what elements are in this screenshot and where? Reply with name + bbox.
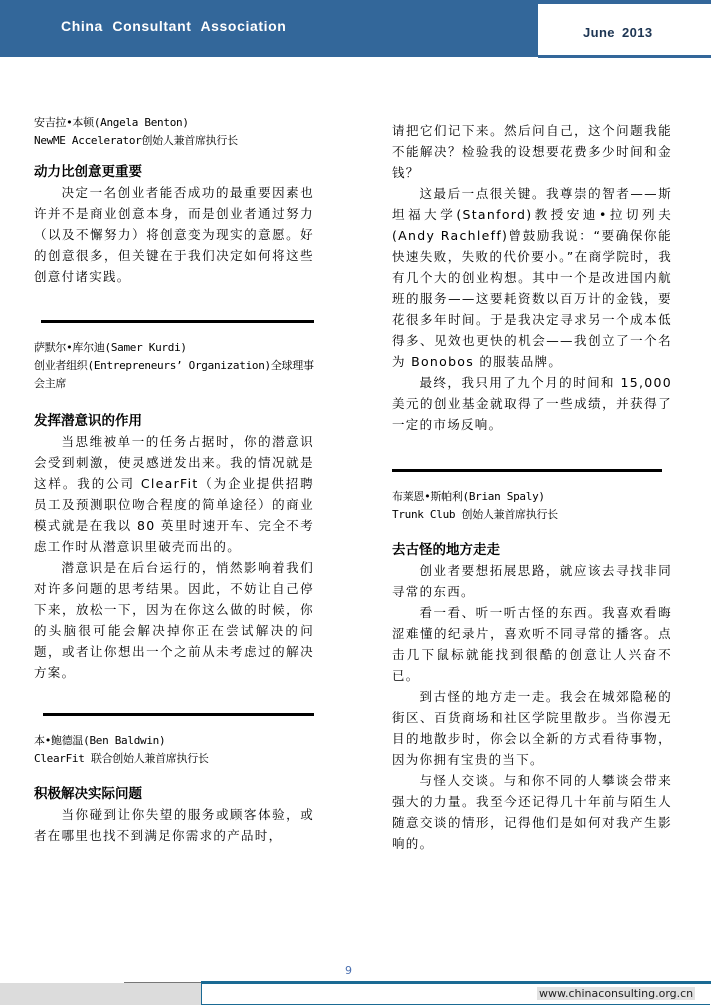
- section-separator: [43, 713, 314, 716]
- paragraph: 当你碰到让你失望的服务或顾客体验，或者在哪里也找不到满足你需求的产品时，: [34, 807, 314, 843]
- section-samer-kurdi: [34, 339, 314, 683]
- org-name: China Consultant Association: [61, 18, 287, 34]
- date-box: [538, 4, 711, 57]
- paragraph: 创业者要想拓展思路，就应该去寻找非同寻常的东西。: [392, 563, 672, 599]
- website-url[interactable]: www.chinaconsulting.org.cn: [539, 987, 694, 1000]
- header-divider: [538, 55, 711, 58]
- author-name: 布莱恩•斯帕利(Brian Spaly): [392, 490, 545, 503]
- author-role: NewME Accelerator创始人兼首席执行长: [34, 134, 238, 147]
- section-ben-baldwin-continued: [392, 120, 672, 435]
- section-heading: 动力比创意更重要: [34, 164, 142, 180]
- section-heading: 发挥潜意识的作用: [34, 413, 142, 429]
- paragraph: 决定一名创业者能否成功的最重要因素也许并不是商业创意本身，而是创业者通过努力（以及不懈努力）将创意变为现实的意愿。好的创意很多，但关键在于我们决定如何将这些创意付诸实践。: [34, 185, 314, 284]
- author-name: 萨默尔•库尔迪(Samer Kurdi): [34, 341, 187, 354]
- paragraph: 看一看、听一听古怪的东西。我喜欢看晦涩难懂的纪录片，喜欢听不同寻常的播客。点击几下鼠标就能找到很酷的创意让人兴奋不已。: [392, 605, 672, 683]
- section-heading: 积极解决实际问题: [34, 786, 142, 802]
- section-brian-spaly: [392, 488, 672, 854]
- paragraph: 到古怪的地方走一走。我会在城郊隐秘的街区、百货商场和社区学院里散步。当你漫无目的地散步时，你会以全新的方式看待事物，因为你拥有宝贵的当下。: [392, 689, 672, 767]
- paragraph: 请把它们记下来。然后问自己，这个问题我能不能解决？检验我的设想要花费多少时间和金钱？: [392, 123, 672, 180]
- section-separator: [392, 469, 662, 472]
- paragraph: 潜意识是在后台运行的，悄然影响着我们对许多问题的思考结果。因此，不妨让自己停下来，放松一下，因为在你这么做的时候，你的头脑很可能会解决掉你正在尝试解决的问题，或者让你想出一个之前从未考虑过的解决方案。: [34, 560, 314, 680]
- right-column: [392, 120, 672, 854]
- section-angela-benton: [34, 114, 314, 287]
- author-name: 本•鲍德温(Ben Baldwin): [34, 734, 166, 747]
- paragraph: 这最后一点很关键。我尊崇的智者——斯坦福大学(Stanford)教授安迪•拉切列夫(Andy Rachleff)曾鼓励我说：“要确保你能快速失败，失败的代价要小。”在商学院时，我有几个大的创业构想。其中一个是改进国内航班的服务——这要耗资数以百万计的金钱，要花很多年时间。于是我决定寻求另一个成本低得多、见效也更快的机会——我创立了一个名为 Bonobos 的服装品牌。: [392, 186, 672, 369]
- footer-gray-block: [0, 983, 201, 1005]
- section-ben-baldwin: [34, 732, 314, 846]
- author-role: ClearFit 联合创始人兼首席执行长: [34, 752, 209, 765]
- left-column: [34, 114, 314, 846]
- author-role: 创业者组织(Entrepreneurs’ Organization)全球理事会主席: [34, 359, 314, 390]
- paragraph: 当思维被单一的任务占据时，你的潜意识会受到刺激，使灵感迸发出来。我的情况就是这样。我的公司 ClearFit（为企业提供招聘员工及预测职位吻合程度的简单途径）的商业模式就是在我以 80 英里时速开车、完全不考虑工作时从潜意识里破壳而出的。: [34, 434, 314, 554]
- section-heading: 去古怪的地方走走: [392, 542, 500, 558]
- issue-date: June 2013: [583, 25, 653, 40]
- section-separator: [41, 320, 314, 323]
- author-role: Trunk Club 创始人兼首席执行长: [392, 508, 558, 521]
- paragraph: 最终，我只用了九个月的时间和 15,000 美元的创业基金就取得了一些成绩，并获得了一定的市场反响。: [392, 375, 672, 432]
- author-name: 安吉拉•本顿(Angela Benton): [34, 116, 189, 129]
- paragraph: 与怪人交谈。与和你不同的人攀谈会带来强大的力量。我至今还记得几十年前与陌生人随意交谈的情形，记得他们是如何对我产生影响的。: [392, 773, 672, 851]
- footer-thin-rule: [124, 982, 201, 983]
- page-number: 9: [345, 964, 352, 977]
